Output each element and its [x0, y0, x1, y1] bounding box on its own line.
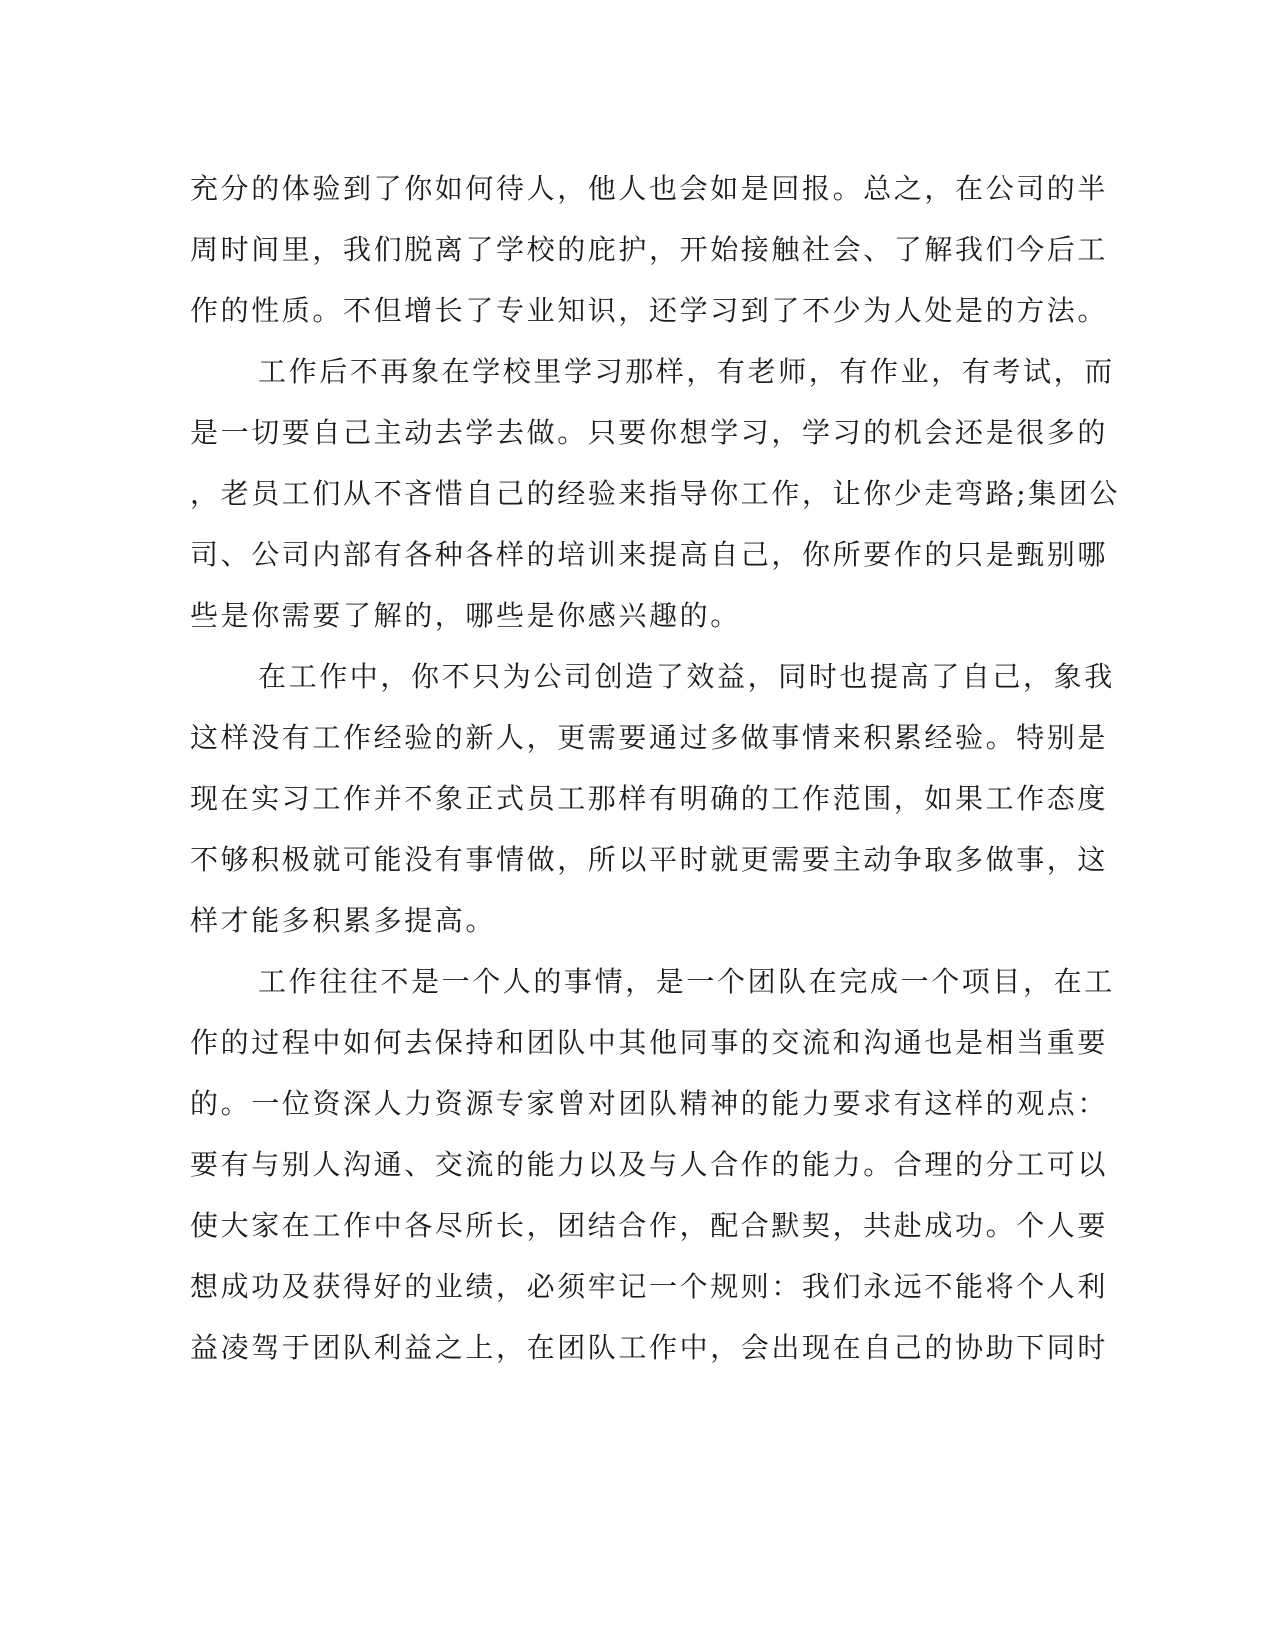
text-line-12: 不够积极就可能没有事情做，所以平时就更需要主动争取多做事，这: [190, 843, 1109, 876]
text-line-16: 的。一位资深人力资源专家曾对团队精神的能力要求有这样的观点：: [190, 1087, 1109, 1120]
text-line-6: ，老员工们从不吝惜自己的经验来指导你工作，让你少走弯路;集团公: [190, 477, 1121, 510]
text-line-11: 现在实习工作并不象正式员工那样有明确的工作范围，如果工作态度: [190, 782, 1109, 815]
text-line-8: 些是你需要了解的，哪些是你感兴趣的。: [190, 599, 741, 632]
text-line-10: 这样没有工作经验的新人，更需要通过多做事情来积累经验。特别是: [190, 721, 1109, 754]
text-line-9: 在工作中，你不只为公司创造了效益，同时也提高了自己，象我: [258, 660, 1115, 693]
text-line-13: 样才能多积累多提高。: [190, 904, 497, 937]
text-line-7: 司、公司内部有各种各样的培训来提高自己，你所要作的只是甄别哪: [190, 538, 1109, 571]
text-line-19: 想成功及获得好的业绩，必须牢记一个规则：我们永远不能将个人利: [190, 1270, 1109, 1303]
text-line-20: 益凌驾于团队利益之上，在团队工作中，会出现在自己的协助下同时: [190, 1331, 1109, 1364]
text-line-4: 工作后不再象在学校里学习那样，有老师，有作业，有考试，而: [258, 355, 1115, 388]
text-line-17: 要有与别人沟通、交流的能力以及与人合作的能力。合理的分工可以: [190, 1148, 1109, 1181]
text-line-3: 作的性质。不但增长了专业知识，还学习到了不少为人处是的方法。: [190, 294, 1109, 327]
text-line-18: 使大家在工作中各尽所长，团结合作，配合默契，共赴成功。个人要: [190, 1209, 1109, 1242]
text-line-5: 是一切要自己主动去学去做。只要你想学习，学习的机会还是很多的: [190, 416, 1109, 449]
body-text: [190, 158, 1121, 1378]
text-line-1: 充分的体验到了你如何待人，他人也会如是回报。总之，在公司的半: [190, 172, 1109, 205]
text-line-14: 工作往往不是一个人的事情，是一个团队在完成一个项目，在工: [258, 965, 1115, 998]
text-line-2: 周时间里，我们脱离了学校的庇护，开始接触社会、了解我们今后工: [190, 233, 1109, 266]
text-line-15: 作的过程中如何去保持和团队中其他同事的交流和沟通也是相当重要: [190, 1026, 1109, 1059]
